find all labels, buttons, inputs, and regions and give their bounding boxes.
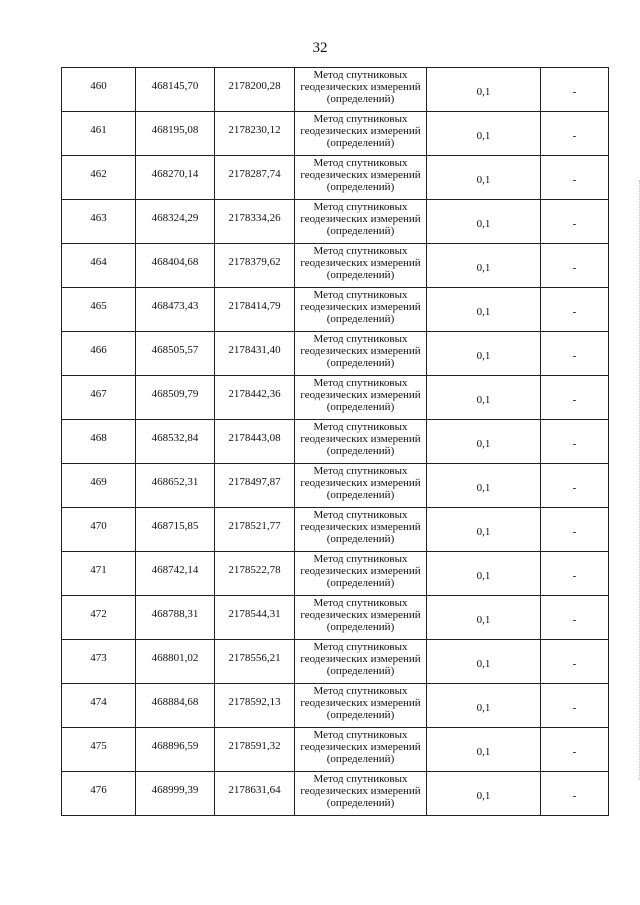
method-cell	[295, 772, 427, 816]
method-cell	[295, 552, 427, 596]
method-cell	[295, 684, 427, 728]
description-cell: -	[541, 288, 609, 332]
description-cell: -	[541, 684, 609, 728]
y-coordinate-cell: 2178556,21	[215, 640, 295, 684]
method-line: (определений)	[326, 181, 395, 193]
method-cell	[295, 596, 427, 640]
method-cell	[295, 420, 427, 464]
method-cell	[295, 640, 427, 684]
accuracy-cell: 0,1	[427, 640, 541, 684]
point-number-cell: 462	[62, 156, 136, 200]
method-line: геодезических измерений	[300, 257, 421, 269]
y-coordinate-cell: 2178414,79	[215, 288, 295, 332]
description-cell: -	[541, 640, 609, 684]
table-row	[62, 112, 609, 156]
description-cell: -	[541, 156, 609, 200]
method-line: геодезических измерений	[300, 81, 421, 93]
method-line: Метод спутниковых	[313, 509, 408, 521]
x-coordinate-cell: 468896,59	[136, 728, 215, 772]
description-cell: -	[541, 772, 609, 816]
method-line: геодезических измерений	[300, 697, 421, 709]
description-cell: -	[541, 200, 609, 244]
point-number-cell: 465	[62, 288, 136, 332]
description-cell: -	[541, 244, 609, 288]
point-number-cell: 470	[62, 508, 136, 552]
y-coordinate-cell: 2178379,62	[215, 244, 295, 288]
table-row	[62, 640, 609, 684]
description-cell: -	[541, 420, 609, 464]
accuracy-cell: 0,1	[427, 420, 541, 464]
table-row	[62, 464, 609, 508]
y-coordinate-cell: 2178200,28	[215, 68, 295, 112]
point-number-cell: 476	[62, 772, 136, 816]
method-line: геодезических измерений	[300, 609, 421, 621]
method-cell	[295, 728, 427, 772]
accuracy-cell: 0,1	[427, 376, 541, 420]
accuracy-cell: 0,1	[427, 112, 541, 156]
y-coordinate-cell: 2178497,87	[215, 464, 295, 508]
x-coordinate-cell: 468652,31	[136, 464, 215, 508]
method-line: геодезических измерений	[300, 213, 421, 225]
point-number-cell: 473	[62, 640, 136, 684]
table-row	[62, 156, 609, 200]
y-coordinate-cell: 2178334,26	[215, 200, 295, 244]
method-line: Метод спутниковых	[313, 773, 408, 785]
point-number-cell: 468	[62, 420, 136, 464]
x-coordinate-cell: 468532,84	[136, 420, 215, 464]
method-line: Метод спутниковых	[313, 377, 408, 389]
table-row	[62, 332, 609, 376]
y-coordinate-cell: 2178442,36	[215, 376, 295, 420]
x-coordinate-cell: 468404,68	[136, 244, 215, 288]
accuracy-cell: 0,1	[427, 684, 541, 728]
y-coordinate-cell: 2178287,74	[215, 156, 295, 200]
method-line: (определений)	[326, 709, 395, 721]
method-line: Метод спутниковых	[313, 113, 408, 125]
method-line: Метод спутниковых	[313, 245, 408, 257]
method-line: (определений)	[326, 401, 395, 413]
description-cell: -	[541, 376, 609, 420]
accuracy-cell: 0,1	[427, 200, 541, 244]
table-row	[62, 420, 609, 464]
method-cell	[295, 112, 427, 156]
accuracy-cell: 0,1	[427, 156, 541, 200]
y-coordinate-cell: 2178631,64	[215, 772, 295, 816]
accuracy-cell: 0,1	[427, 68, 541, 112]
method-line: геодезических измерений	[300, 565, 421, 577]
method-line: (определений)	[326, 489, 395, 501]
method-cell	[295, 464, 427, 508]
scan-edge-mark	[636, 180, 640, 780]
description-cell: -	[541, 728, 609, 772]
point-number-cell: 461	[62, 112, 136, 156]
method-line: геодезических измерений	[300, 785, 421, 797]
method-cell	[295, 200, 427, 244]
method-line: Метод спутниковых	[313, 157, 408, 169]
table-row	[62, 244, 609, 288]
method-line: Метод спутниковых	[313, 465, 408, 477]
method-line: Метод спутниковых	[313, 333, 408, 345]
method-line: Метод спутниковых	[313, 641, 408, 653]
accuracy-cell: 0,1	[427, 508, 541, 552]
table-row	[62, 200, 609, 244]
page-number: 32	[312, 40, 328, 56]
method-line: геодезических измерений	[300, 345, 421, 357]
y-coordinate-cell: 2178443,08	[215, 420, 295, 464]
x-coordinate-cell: 468195,08	[136, 112, 215, 156]
accuracy-cell: 0,1	[427, 596, 541, 640]
table-row	[62, 68, 609, 112]
method-line: Метод спутниковых	[313, 729, 408, 741]
method-cell	[295, 376, 427, 420]
table-row	[62, 288, 609, 332]
point-number-cell: 466	[62, 332, 136, 376]
x-coordinate-cell: 468145,70	[136, 68, 215, 112]
method-line: Метод спутниковых	[313, 421, 408, 433]
x-coordinate-cell: 468473,43	[136, 288, 215, 332]
point-number-cell: 469	[62, 464, 136, 508]
accuracy-cell: 0,1	[427, 728, 541, 772]
table-row	[62, 552, 609, 596]
method-line: Метод спутниковых	[313, 289, 408, 301]
description-cell: -	[541, 508, 609, 552]
x-coordinate-cell: 468324,29	[136, 200, 215, 244]
method-line: геодезических измерений	[300, 301, 421, 313]
method-cell	[295, 156, 427, 200]
method-line: (определений)	[326, 753, 395, 765]
accuracy-cell: 0,1	[427, 332, 541, 376]
method-cell	[295, 508, 427, 552]
description-cell: -	[541, 596, 609, 640]
method-cell	[295, 332, 427, 376]
point-number-cell: 463	[62, 200, 136, 244]
coordinates-table-body	[62, 68, 609, 816]
method-line: (определений)	[326, 797, 395, 809]
method-line: геодезических измерений	[300, 477, 421, 489]
point-number-cell: 474	[62, 684, 136, 728]
method-line: (определений)	[326, 93, 395, 105]
y-coordinate-cell: 2178521,77	[215, 508, 295, 552]
y-coordinate-cell: 2178544,31	[215, 596, 295, 640]
method-line: Метод спутниковых	[313, 685, 408, 697]
method-line: Метод спутниковых	[313, 597, 408, 609]
coordinates-table	[61, 67, 609, 816]
y-coordinate-cell: 2178522,78	[215, 552, 295, 596]
x-coordinate-cell: 468270,14	[136, 156, 215, 200]
method-line: Метод спутниковых	[313, 69, 408, 81]
point-number-cell: 464	[62, 244, 136, 288]
x-coordinate-cell: 468999,39	[136, 772, 215, 816]
description-cell: -	[541, 464, 609, 508]
table-row	[62, 508, 609, 552]
table-row	[62, 596, 609, 640]
description-cell: -	[541, 332, 609, 376]
accuracy-cell: 0,1	[427, 288, 541, 332]
y-coordinate-cell: 2178591,32	[215, 728, 295, 772]
method-line: (определений)	[326, 313, 395, 325]
table-row	[62, 376, 609, 420]
description-cell: -	[541, 552, 609, 596]
method-line: (определений)	[326, 577, 395, 589]
table-row	[62, 728, 609, 772]
method-line: (определений)	[326, 225, 395, 237]
description-cell: -	[541, 68, 609, 112]
point-number-cell: 460	[62, 68, 136, 112]
method-line: геодезических измерений	[300, 125, 421, 137]
accuracy-cell: 0,1	[427, 464, 541, 508]
x-coordinate-cell: 468884,68	[136, 684, 215, 728]
y-coordinate-cell: 2178431,40	[215, 332, 295, 376]
method-line: (определений)	[326, 269, 395, 281]
x-coordinate-cell: 468509,79	[136, 376, 215, 420]
method-cell	[295, 244, 427, 288]
method-line: (определений)	[326, 621, 395, 633]
method-line: (определений)	[326, 137, 395, 149]
method-line: геодезических измерений	[300, 433, 421, 445]
method-cell	[295, 288, 427, 332]
method-line: геодезических измерений	[300, 169, 421, 181]
x-coordinate-cell: 468801,02	[136, 640, 215, 684]
method-line: Метод спутниковых	[313, 201, 408, 213]
method-line: (определений)	[326, 445, 395, 457]
description-cell: -	[541, 112, 609, 156]
point-number-cell: 467	[62, 376, 136, 420]
method-cell	[295, 68, 427, 112]
method-line: Метод спутниковых	[313, 553, 408, 565]
table-row	[62, 772, 609, 816]
table-row	[62, 684, 609, 728]
y-coordinate-cell: 2178230,12	[215, 112, 295, 156]
point-number-cell: 472	[62, 596, 136, 640]
y-coordinate-cell: 2178592,13	[215, 684, 295, 728]
x-coordinate-cell: 468505,57	[136, 332, 215, 376]
method-line: геодезических измерений	[300, 521, 421, 533]
method-line: геодезических измерений	[300, 653, 421, 665]
method-line: (определений)	[326, 533, 395, 545]
x-coordinate-cell: 468742,14	[136, 552, 215, 596]
accuracy-cell: 0,1	[427, 772, 541, 816]
x-coordinate-cell: 468715,85	[136, 508, 215, 552]
method-line: (определений)	[326, 357, 395, 369]
accuracy-cell: 0,1	[427, 552, 541, 596]
method-line: (определений)	[326, 665, 395, 677]
x-coordinate-cell: 468788,31	[136, 596, 215, 640]
method-line: геодезических измерений	[300, 389, 421, 401]
point-number-cell: 471	[62, 552, 136, 596]
accuracy-cell: 0,1	[427, 244, 541, 288]
method-line: геодезических измерений	[300, 741, 421, 753]
point-number-cell: 475	[62, 728, 136, 772]
